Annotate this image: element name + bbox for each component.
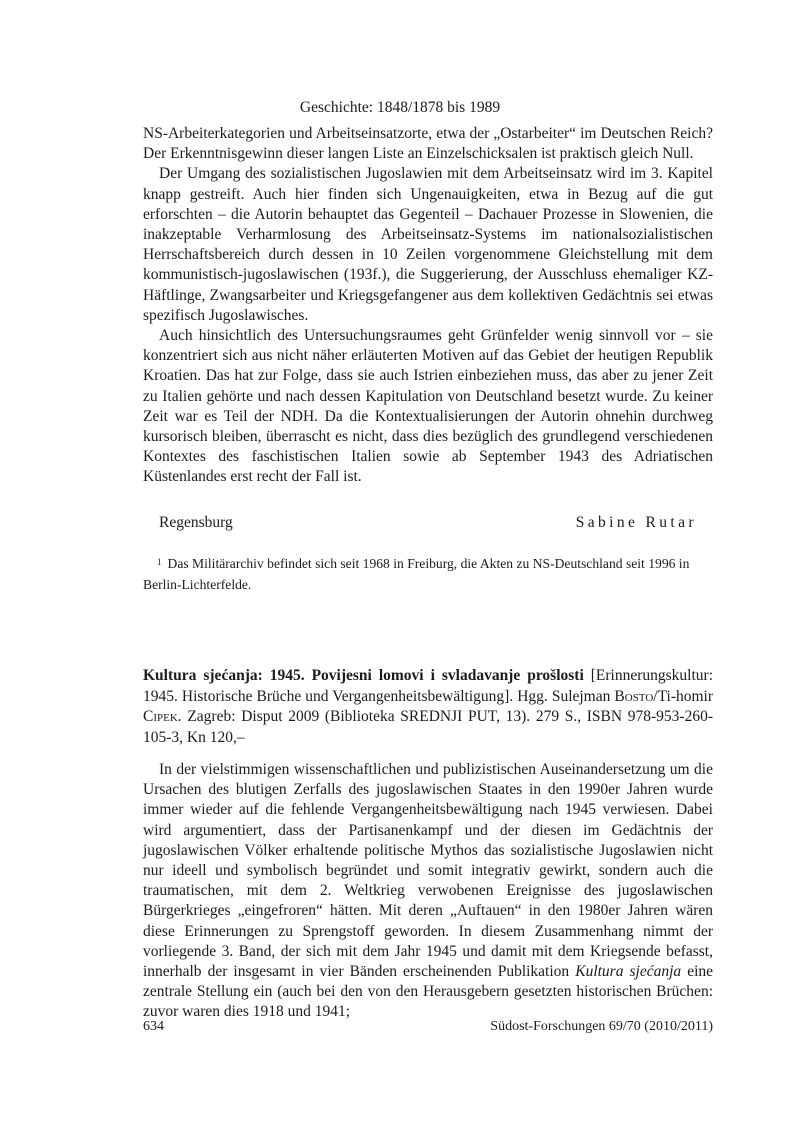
paragraph xyxy=(143,760,713,1023)
page-number: 634 xyxy=(143,1019,164,1034)
paragraph-text: eine zentrale Stellung ein (auch bei den von den Herausgebern gesetzten historischen Brüchen: zuvor waren dies 1918 und 1941; xyxy=(143,963,714,1021)
running-title: Geschichte: 1848/1878 bis 1989 xyxy=(299,99,501,116)
paragraph-text: In der vielstimmigen wissenschaftlichen und publizistischen Auseinandersetzung um die Ursachen des blutigen Zerfalls des jugoslawischen Staates in den 1990er Jahren wurde immer wieder auf die fehlende Vergangenheitsbewältigung nach 1945 verwiesen. Dabei wird argumentiert, dass der Partisanenkampf und der diesen im Gedächtnis der jugoslawischen Völker erhaltende politische Mythos das sozialistische Jugoslawien nicht nur ideell und symbolisch begründet und somit integrativ gewirkt, sondern auch die traumatischen, mit dem 2. Weltkrieg verwobenen Ereignisse des jugoslawischen Bürgerkrieges „eingefroren“ hätten. Mit deren „Auftauen“ in den 1980er Jahren wären diese Erinnerungen zu Sprengstoff geworden. In diesem Zusammenhang nimmt der vorliegende 3. Band, der sich mit dem Jahr 1945 und damit mit dem Kriegsende befasst, innerhalb der insgesamt in vier Bänden erscheinenden Publikation xyxy=(143,761,713,981)
footnote xyxy=(143,554,713,594)
paragraph: NS-Arbeiterkategorien und Arbeitseinsatzorte, etwa der „Ostarbeiter“ im Deutschen Reich? Der Erkenntnisgewinn dieser langen Liste an Einzelschicksalen ist praktisch gleich Null. xyxy=(143,125,713,163)
footnote-text: Das Militärarchiv befindet sich seit 1968 in Freiburg, die Akten zu NS-Deutschland seit 1996 in Berlin-Lichterfelde. xyxy=(143,556,690,592)
footnote-marker: 1 xyxy=(157,557,162,567)
running-header xyxy=(0,99,800,117)
book-details: . Zagreb: Disput 2009 (Biblioteka SREDNJI PUT, 13). 279 S., ISBN 978-953-260-105-3, Kn 120,– xyxy=(143,708,713,746)
review-body xyxy=(143,760,713,1023)
book-title: Kultura sjećanja: 1945. Povijesni lomovi i svladavanje prošlosti xyxy=(143,667,584,684)
book-citation xyxy=(143,666,713,748)
editor-name: Bosto xyxy=(614,687,654,705)
book-translation: [Erinnerungskultur: 1945. Historische Brüche und Vergangenheitsbewältigung]. Hgg. Sulejman xyxy=(143,667,714,705)
editor-separator: /Ti-homir xyxy=(653,687,714,705)
journal-citation: Südost-Forschungen 69/70 (2010/2011) xyxy=(490,1019,713,1034)
paragraph: Auch hinsichtlich des Untersuchungsraumes geht Grünfelder wenig sinnvoll vor – sie konzentriert sich aus nicht näher erläuterten Motiven auf das Gebiet der heutigen Republik Kroatien. Das hat zur Folge, dass sie auch Istrien einbeziehen muss, das aber zu jener Zeit zu Italien gehörte und nach dessen Kapitulation von Deutschland besetzt wurde. Zu keiner Zeit war es Teil der NDH. Da die Kontextualisierungen der Autorin ohnehin durchweg kursorisch bleiben, überrascht es nicht, dass dies bezüglich des grundlegend verschiedenen Kontextes des faschistischen Italien sowie ab September 1943 des Adriatischen Küstenlandes erst recht der Fall ist. xyxy=(143,327,713,486)
signature-place: Regensburg xyxy=(159,514,233,531)
italic-book-title: Kultura sjećanja xyxy=(575,963,682,981)
signature-author: Sabine Rutar xyxy=(575,514,697,531)
paragraph: Der Umgang des sozialistischen Jugoslawien mit dem Arbeitseinsatz wird im 3. Kapitel knapp gestreift. Auch hier finden sich Ungenauigkeiten, etwa in Bezug auf die gut erforschten – die Autorin behauptet das Gegenteil – Dachauer Prozesse in Slowenien, die inakzeptable Verharmlosung des Arbeitseinsatz-Systems im nationalsozialistischen Herrschaftsbereich durch dessen in 10 Zeilen vorgenommene Gleichstellung mit dem kommunistisch-jugoslawischen (193f.), die Suggerierung, der Ausschluss ehemaliger KZ-Häftlinge, Zwangsarbeiter und Kriegsgefangener aus dem kollektiven Gedächtnis sei etwas spezifisch Jugoslawisches. xyxy=(143,165,713,324)
editor-name: Cipek xyxy=(143,708,178,726)
previous-review-body xyxy=(143,124,713,488)
